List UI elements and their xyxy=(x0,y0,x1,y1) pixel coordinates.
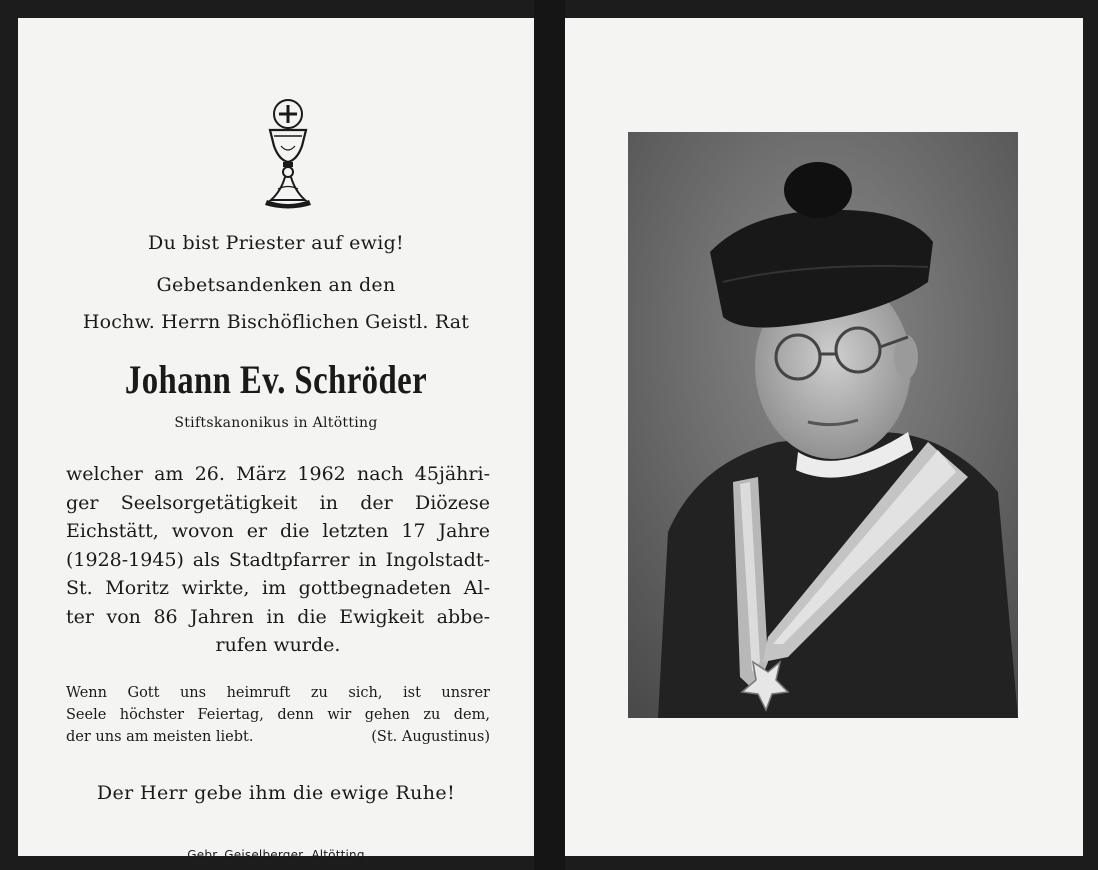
portrait-photo xyxy=(628,132,1018,718)
printer-credit: Gebr. Geiselberger, Altötting xyxy=(187,848,365,862)
card-fold xyxy=(534,0,565,870)
quote-block xyxy=(66,682,490,748)
biography-text xyxy=(66,460,490,660)
intro-line: Gebetsandenken an den xyxy=(156,274,396,296)
biography-line: St. Moritz wirkte, im gottbegnadeten Al- xyxy=(66,577,490,599)
biography-line: rufen wurde. xyxy=(215,634,341,656)
biography-line: Eichstätt, wovon er die letzten 17 Jahre xyxy=(66,520,490,542)
biography-line: (1928-1945) als Stadtpfarrer in Ingolstadt- xyxy=(66,548,490,571)
biography-line: welcher am 26. März 1962 nach 45jähri- xyxy=(66,463,490,485)
chalice-icon xyxy=(261,96,315,216)
header-line: Du bist Priester auf ewig! xyxy=(148,232,404,254)
quote-line: der uns am meisten liebt. xyxy=(66,729,254,745)
subtitle-line: Stiftskanonikus in Altötting xyxy=(174,415,378,431)
quote-line: Wenn Gott uns heimruft zu sich, ist unsrer xyxy=(66,685,490,701)
quote-attribution: (St. Augustinus) xyxy=(371,729,490,745)
biography-line: ter von 86 Jahren in die Ewigkeit abbe- xyxy=(66,605,490,628)
text-panel xyxy=(18,18,534,862)
biography-line: ger Seelsorgetätigkeit in der Diözese xyxy=(66,491,490,514)
deceased-name: Johann Ev. Schröder xyxy=(124,357,428,402)
closing-line: Der Herr gebe ihm die ewige Ruhe! xyxy=(96,782,456,804)
quote-last-line xyxy=(66,726,490,748)
title-line: Hochw. Herrn Bischöflichen Geistl. Rat xyxy=(82,311,470,333)
quote-line: Seele höchster Feiertag, denn wir gehen zu dem, xyxy=(66,707,490,723)
